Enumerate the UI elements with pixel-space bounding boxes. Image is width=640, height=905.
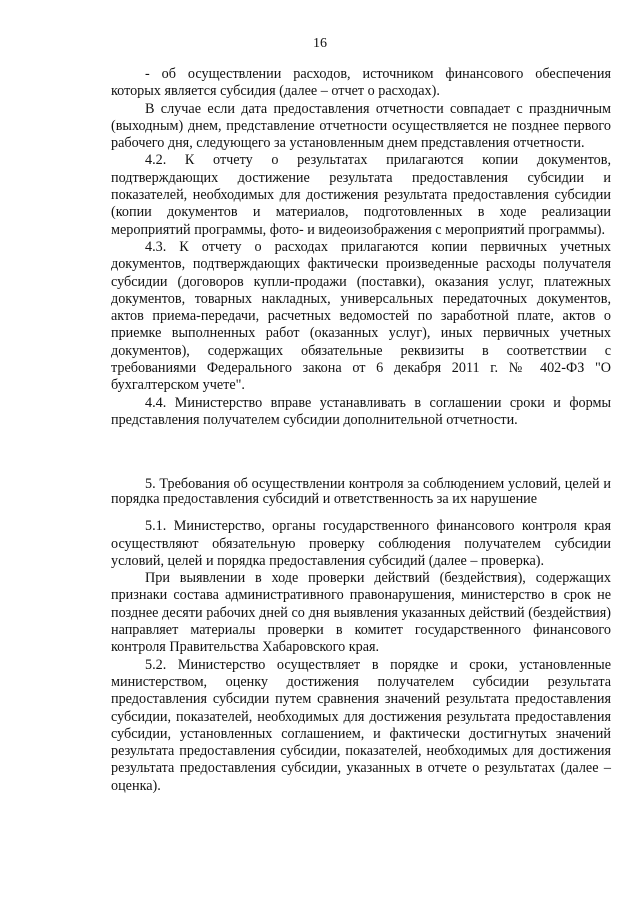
section-5-heading: 5. Требования об осуществлении контроля за соблюдением условий, целей и порядка предоставления субсидий и ответственность за их нарушение [111, 476, 611, 508]
paragraph-4-2: 4.2. К отчету о результатах прилагаются копии документов, подтверждающих достижение результата предоставления субсидии и показателей, необходимых для достижения результата предоставления субсидии (копии документов и материалов, подготовленных в ходе реализации мероприятий программы, фото- и видеоизображения с мероприятий программы). [111, 152, 611, 238]
paragraph-4-3: 4.3. К отчету о расходах прилагаются копии первичных учетных документов, подтверждающих фактически произведенные расходы получателя субсидии (договоров купли-продажи (поставки), оказания услуг, платежных документов, товарных накладных, универсальных передаточных документов, актов приема-передачи, расчетных ведомостей по заработной плате, актов о приемке выполненных работ (оказанных услуг), иных первичных учетных документов), содержащих обязательные реквизиты в соответствии с требованиями Федерального закона от 6 декабря 2011 г. № 402-ФЗ "О бухгалтерском учете". [111, 238, 611, 394]
page-number: 16 [313, 36, 327, 51]
document-body [111, 66, 611, 795]
paragraph-holiday-rule: В случае если дата предоставления отчетности совпадает с праздничным (выходным) днем, представление отчетности осуществляется не позднее первого рабочего дня, следующего за установленным днем представления отчетности. [111, 100, 611, 152]
section-spacer [111, 429, 611, 477]
paragraph-violation: При выявлении в ходе проверки действий (бездействия), содержащих признаки состава административного правонарушения, министерство в срок не позднее десяти рабочих дней со дня выявления указанных действий (бездействия) направляет материалы проверки в комитет государственного финансового контроля Правительства Хабаровского края. [111, 570, 611, 656]
paragraph-5-1: 5.1. Министерство, органы государственного финансового контроля края осуществляют обязательную проверку соблюдения получателем субсидии условий, целей и порядка предоставления субсидий (далее – проверка). [111, 518, 611, 569]
paragraph-5-2: 5.2. Министерство осуществляет в порядке и сроки, установленные министерством, оценку достижения получателем субсидии результата предоставления субсидии путем сравнения значений результата предоставления субсидии, показателей, необходимых для достижения результата предоставления субсидии, установленных соглашением, и фактически достигнутых значений результата предоставления субсидии, показателей, необходимых для достижения результата предоставления субсидии, указанных в отчете о результатах (далее – оценка). [111, 656, 611, 794]
paragraph-4-4: 4.4. Министерство вправе устанавливать в соглашении сроки и формы представления получателем субсидии дополнительной отчетности. [111, 394, 611, 428]
paragraph-expense-report: - об осуществлении расходов, источником финансового обеспечения которых является субсидия (далее – отчет о расходах). [111, 66, 611, 100]
